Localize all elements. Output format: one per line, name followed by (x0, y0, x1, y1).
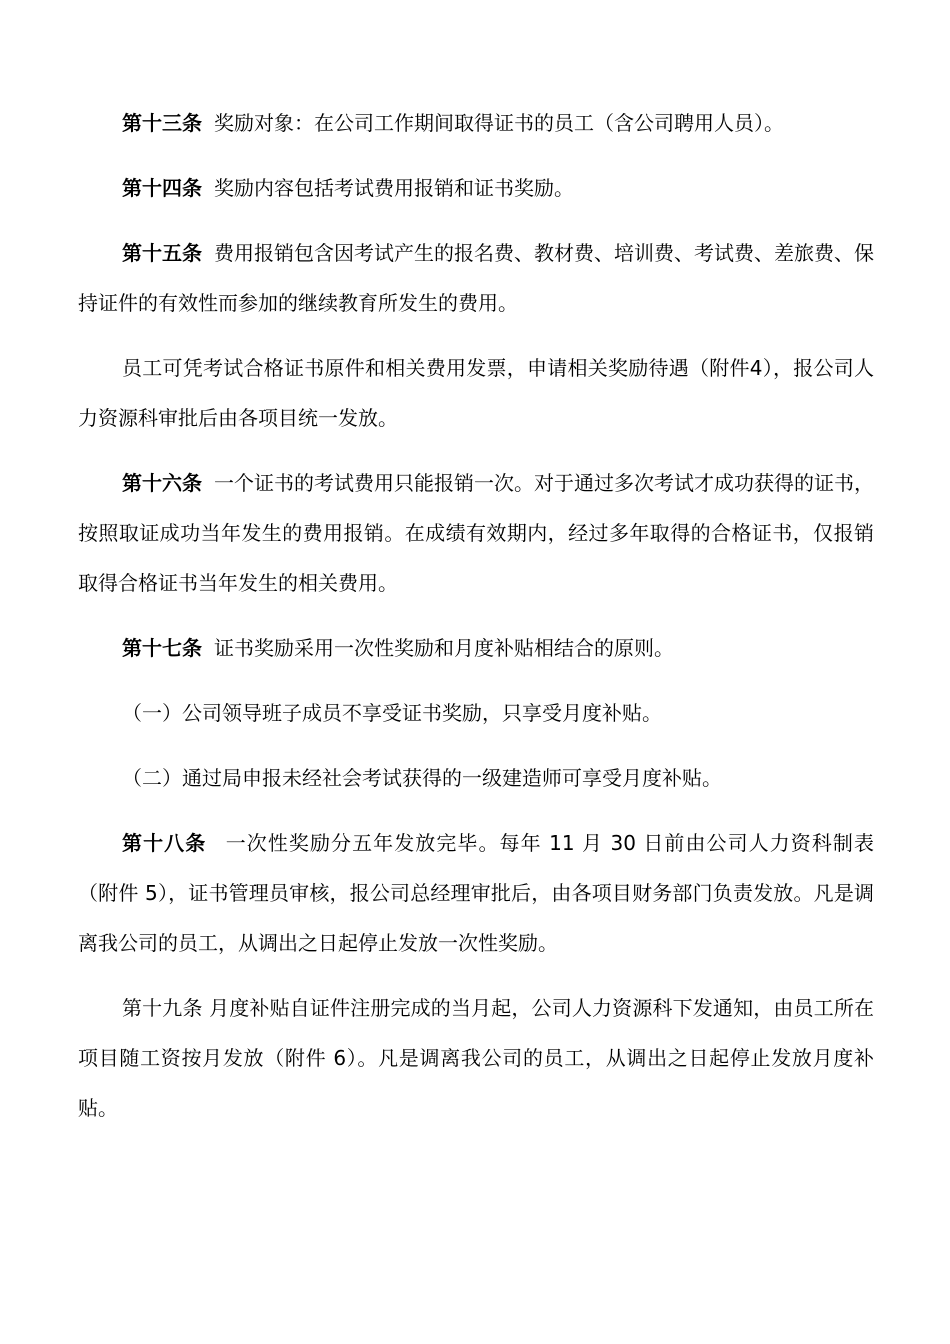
paragraph-text: （二）通过局申报未经社会考试获得的一级建造师可享受月度补贴。 (122, 766, 722, 790)
article-heading: 第十七条 (122, 636, 202, 660)
article-18-paragraph (78, 818, 874, 968)
paragraph-text: 一个证书的考试费用只能报销一次。对于通过多次考试才成功获得的证书，按照取证成功当年发生的费用报销。在成绩有效期内，经过多年取得的合格证书，仅报销取得合格证书当年发生的相关费用。 (78, 471, 874, 595)
article-16-paragraph (78, 458, 874, 608)
article-13-paragraph (78, 98, 874, 148)
article-17-paragraph (78, 623, 874, 673)
article-heading: 第十六条 (122, 471, 202, 495)
paragraph-text: 奖励对象：在公司工作期间取得证书的员工（含公司聘用人员）。 (214, 111, 784, 135)
article-heading: 第十四条 (122, 176, 202, 200)
paragraph-text: 员工可凭考试合格证书原件和相关费用发票，申请相关奖励待遇（附件4），报公司人力资源科审批后由各项目统一发放。 (78, 356, 874, 430)
article-heading: 第十三条 (122, 111, 202, 135)
paragraph-text: 一次性奖励分五年发放完毕。每年 11 月 30 日前由公司人力资科制表（附件 5），证书管理员审核，报公司总经理审批后，由各项目财务部门负责发放。凡是调离我公司的员工，从调出之日起停止发放一次性奖励。 (78, 831, 874, 955)
paragraph-text: 费用报销包含因考试产生的报名费、教材费、培训费、考试费、差旅费、保持证件的有效性而参加的继续教育所发生的费用。 (78, 241, 874, 315)
article-heading: 第十八条 (122, 831, 207, 855)
article-14-paragraph (78, 163, 874, 213)
article-15-continuation-paragraph (78, 343, 874, 443)
article-17-item-2-paragraph (78, 753, 874, 803)
paragraph-text: （一）公司领导班子成员不享受证书奖励，只享受月度补贴。 (122, 701, 662, 725)
paragraph-text: 证书奖励采用一次性奖励和月度补贴相结合的原则。 (214, 636, 674, 660)
article-17-item-1-paragraph (78, 688, 874, 738)
document-body (78, 98, 874, 1148)
article-19-paragraph (78, 983, 874, 1133)
article-15-paragraph (78, 228, 874, 328)
paragraph-text: 奖励内容包括考试费用报销和证书奖励。 (214, 176, 574, 200)
article-heading: 第十五条 (122, 241, 202, 265)
paragraph-text: 第十九条 月度补贴自证件注册完成的当月起，公司人力资源科下发通知，由员工所在项目随工资按月发放（附件 6）。凡是调离我公司的员工，从调出之日起停止发放月度补贴。 (78, 996, 874, 1120)
